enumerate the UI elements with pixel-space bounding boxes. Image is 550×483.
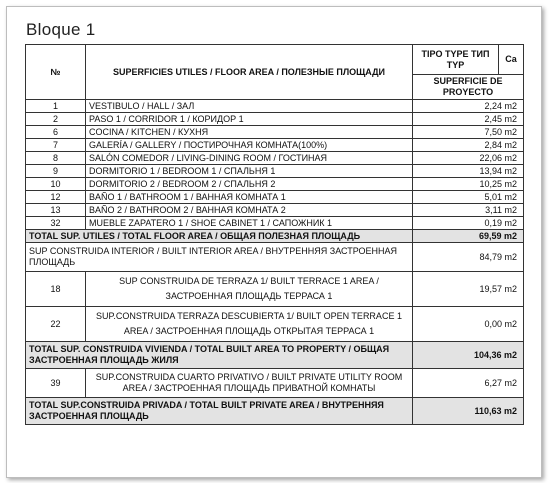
utility-room-num: 39 [26,369,86,398]
row-value: 2,84 m2 [413,139,524,152]
total-dwelling-area-value: 104,36 m2 [413,342,524,369]
open-terrace-num: 22 [26,307,86,342]
open-terrace-line2: AREA / ЗАСТРОЕННАЯ ПЛОЩАДЬ ОТКРЫТАЯ ТЕРРАСА 1 [123,326,375,336]
row-value: 5,01 m2 [413,191,524,204]
built-interior-area-value: 84,79 m2 [413,243,524,272]
row-value: 3,11 m2 [413,204,524,217]
row-description: GALERÍA / GALLERY / ПОСТИРОЧНАЯ КОМНАТА(100%) [86,139,413,152]
header-surface-line2: PROYECTO [442,87,494,97]
built-interior-area-line1: SUP CONSTRUIDA INTERIOR / BUILT INTERIOR AREA / ВНУТРЕННЯЯ ЗАСТРОЕННАЯ [29,246,398,256]
table-row [26,217,524,230]
row-num: 10 [26,178,86,191]
utility-room-line1: SUP.CONSTRUIDA CUARTO PRIVATIVO / BUILT PRIVATE UTILITY ROOM [95,372,403,382]
total-private-area-line2: ЗАСТРОЕННАЯ ПЛОЩАДЬ [29,411,149,421]
row-num: 2 [26,113,86,126]
row-num: 9 [26,165,86,178]
row-description: MUEBLE ZAPATERO 1 / SHOE CABINET 1 / САПОЖНИК 1 [86,217,413,230]
table-row [26,100,524,113]
table-row [26,165,524,178]
row-value: 0,19 m2 [413,217,524,230]
header-type-code: Ca [499,45,524,75]
total-dwelling-area-line1: TOTAL SUP. CONSTRUIDA VIVIENDA / TOTAL BUILT AREA TO PROPERTY / ОБЩАЯ [29,344,390,354]
terrace-row [26,272,524,307]
header-surface [413,75,524,100]
row-description: SALÓN COMEDOR / LIVING-DINING ROOM / ГОСТИНАЯ [86,152,413,165]
open-terrace-row [26,307,524,342]
open-terrace-value: 0,00 m2 [413,307,524,342]
document-title: Bloque 1 [26,20,96,39]
table-row [26,139,524,152]
built-interior-area-label [26,243,413,272]
header-type [413,45,499,75]
row-value: 10,25 m2 [413,178,524,191]
total-private-area-line1: TOTAL SUP.CONSTRUIDA PRIVADA / TOTAL BUILT PRIVATE AREA / ВНУТРЕННЯЯ [29,400,384,410]
open-terrace-line1: SUP.CONSTRUIDA TERRAZA DESCUBIERTA 1/ BUILT OPEN TERRACE 1 [96,311,402,321]
row-value: 2,24 m2 [413,100,524,113]
terrace-description [86,272,413,307]
header-num: № [26,45,86,100]
utility-room-row [26,369,524,398]
header-description: SUPERFICIES UTILES / FLOOR AREA / ПОЛЕЗНЫЕ ПЛОЩАДИ [86,45,413,100]
row-description: DORMITORIO 1 / BEDROOM 1 / СПАЛЬНЯ 1 [86,165,413,178]
row-num: 1 [26,100,86,113]
terrace-num: 18 [26,272,86,307]
utility-room-value: 6,27 m2 [413,369,524,398]
row-description: BAÑO 1 / BATHROOM 1 / ВАННАЯ КОМНАТА 1 [86,191,413,204]
row-num: 32 [26,217,86,230]
table-row [26,126,524,139]
open-terrace-description [86,307,413,342]
utility-room-line2: AREA / ЗАСТРОЕННАЯ ПЛОЩАДЬ ПРИВАТНОЙ КОМНАТЫ [122,383,376,393]
row-description: PASO 1 / CORRIDOR 1 / КОРИДОР 1 [86,113,413,126]
total-useful-area-row [26,230,524,243]
table-row [26,113,524,126]
total-dwelling-area-label [26,342,413,369]
area-table [25,44,524,425]
total-useful-area-label: TOTAL SUP. UTILES / TOTAL FLOOR AREA / ОБЩАЯ ПОЛЕЗНАЯ ПЛОЩАДЬ [26,230,413,243]
row-num: 6 [26,126,86,139]
row-description: BAÑO 2 / BATHROOM 2 / ВАННАЯ КОМНАТА 2 [86,204,413,217]
row-description: COCINA / KITCHEN / КУХНЯ [86,126,413,139]
row-num: 8 [26,152,86,165]
terrace-value: 19,57 m2 [413,272,524,307]
total-private-area-label [26,398,413,425]
header-type-line1: TIPO TYPE ТИП [421,48,490,59]
table-row [26,204,524,217]
row-description: DORMITORIO 2 / BEDROOM 2 / СПАЛЬНЯ 2 [86,178,413,191]
table-row [26,178,524,191]
table-row [26,191,524,204]
total-private-area-value: 110,63 m2 [413,398,524,425]
built-interior-area-row [26,243,524,272]
table-row [26,152,524,165]
row-description: VESTIBULO / HALL / ЗАЛ [86,100,413,113]
row-value: 2,45 m2 [413,113,524,126]
row-value: 22,06 m2 [413,152,524,165]
total-dwelling-area-line2: ЗАСТРОЕННАЯ ПЛОЩАДЬ ЖИЛЯ [29,355,179,365]
utility-room-description [86,369,413,398]
row-num: 12 [26,191,86,204]
row-value: 13,94 m2 [413,165,524,178]
header-row [26,45,524,75]
terrace-line2: ЗАСТРОЕННАЯ ПЛОЩАДЬ ТЕРРАСА 1 [165,291,333,301]
row-num: 13 [26,204,86,217]
header-type-line2: TYP [446,59,465,70]
terrace-line1: SUP CONSTRUIDA DE TERRAZA 1/ BUILT TERRACE 1 AREA / [119,276,379,286]
total-dwelling-area-row [26,342,524,369]
built-interior-area-line2: ПЛОЩАДЬ [29,257,76,267]
row-value: 7,50 m2 [413,126,524,139]
header-surface-line1: SUPERFICIE DE [433,76,503,86]
total-useful-area-value: 69,59 m2 [413,230,524,243]
total-private-area-row [26,398,524,425]
row-num: 7 [26,139,86,152]
